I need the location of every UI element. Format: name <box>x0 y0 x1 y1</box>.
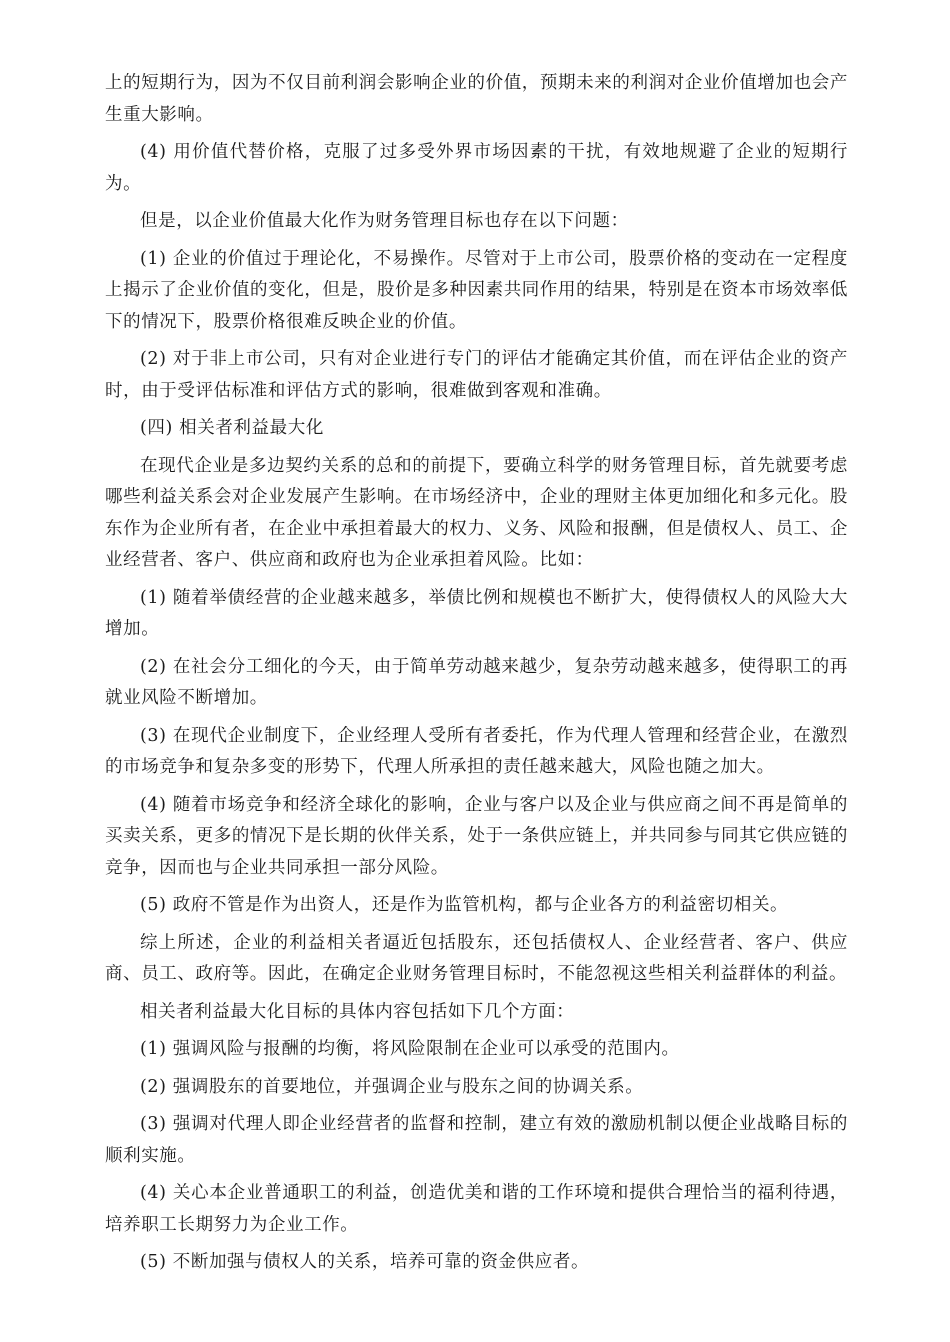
paragraph: (4) 用价值代替价格，克服了过多受外界市场因素的干扰，有效地规避了企业的短期行为。 <box>105 142 848 194</box>
paragraph: (2) 在社会分工细化的今天，由于简单劳动越来越少，复杂劳动越来越多，使得职工的再就业风险不断增加。 <box>105 656 848 708</box>
paragraph: (2) 强调股东的首要地位，并强调企业与股东之间的协调关系。 <box>140 1076 644 1097</box>
paragraph: 相关者利益最大化目标的具体内容包括如下几个方面： <box>140 1001 575 1022</box>
paragraph: (1) 强调风险与报酬的均衡，将风险限制在企业可以承受的范围内。 <box>140 1039 680 1059</box>
paragraph: 但是，以企业价值最大化作为财务管理目标也存在以下问题： <box>140 211 629 231</box>
paragraph: (4) 随着市场竞争和经济全球化的影响，企业与客户以及企业与供应商之间不再是简单的买卖关系，更多的情况下是长期的伙伴关系，处于一条供应链上，并共同参与同其它供应链的竞争，因而也与企业共同承担一部分风险。 <box>105 794 848 878</box>
paragraph: (3) 强调对代理人即企业经营者的监督和控制，建立有效的激励机制以便企业战略目标的顺利实施。 <box>105 1114 848 1166</box>
paragraph: (5) 政府不管是作为出资人，还是作为监管机构，都与企业各方的利益密切相关。 <box>140 895 789 915</box>
paragraph: (5) 不断加强与债权人的关系，培养可靠的资金供应者。 <box>140 1252 590 1272</box>
paragraph: (2) 对于非上市公司，只有对企业进行专门的评估才能确定其价值，而在评估企业的资产时，由于受评估标准和评估方式的影响，很难做到客观和准确。 <box>105 349 848 401</box>
paragraph: (4) 关心本企业普通职工的利益，创造优美和谐的工作环境和提供合理恰当的福利待遇，培养职工长期努力为企业工作。 <box>105 1183 848 1235</box>
paragraph: (1) 企业的价值过于理论化，不易操作。尽管对于上市公司，股票价格的变动在一定程度上揭示了企业价值的变化，但是，股价是多种因素共同作用的结果，特别是在资本市场效率低下的情况下，股票价格很难反映企业的价值。 <box>105 248 848 332</box>
paragraph: 综上所述，企业的利益相关者逼近包括股东，还包括债权人、企业经营者、客户、供应商、员工、政府等。因此，在确定企业财务管理目标时，不能忽视这些相关利益群体的利益。 <box>105 932 848 984</box>
paragraph: 上的短期行为，因为不仅目前利润会影响企业的价值，预期未来的利润对企业价值增加也会产生重大影响。 <box>105 73 848 125</box>
paragraph: (3) 在现代企业制度下，企业经理人受所有者委托，作为代理人管理和经营企业，在激烈的市场竞争和复杂多变的形势下，代理人所承担的责任越来越大，风险也随之加大。 <box>105 725 848 777</box>
paragraph: 在现代企业是多边契约关系的总和的前提下，要确立科学的财务管理目标，首先就要考虑哪些利益关系会对企业发展产生影响。在市场经济中，企业的理财主体更加细化和多元化。股东作为企业所有者，在企业中承担着最大的权力、义务、风险和报酬，但是债权人、员工、企业经营者、客户、供应商和政府也为企业承担着风险。比如： <box>105 455 848 570</box>
paragraph: (1) 随着举债经营的企业越来越多，举债比例和规模也不断扩大，使得债权人的风险大大增加。 <box>105 587 848 639</box>
section-heading: (四) 相关者利益最大化 <box>140 418 324 438</box>
document-page <box>105 68 848 1285</box>
